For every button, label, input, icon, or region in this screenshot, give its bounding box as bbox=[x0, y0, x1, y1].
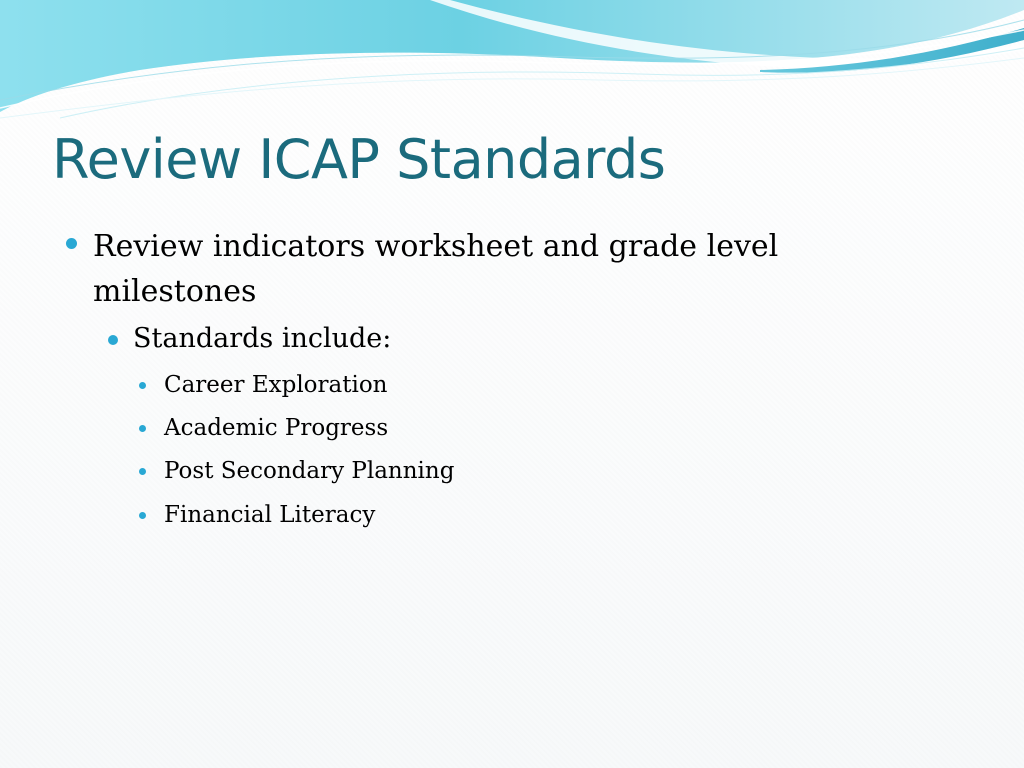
bullet-icon bbox=[139, 425, 146, 432]
bullet-text-level3: Career Exploration bbox=[164, 372, 388, 398]
bullet-icon bbox=[139, 468, 146, 475]
bullet-icon bbox=[108, 335, 118, 345]
bullet-text-level3: Post Secondary Planning bbox=[164, 458, 455, 484]
decorative-wave-header bbox=[0, 0, 1024, 130]
bullet-icon bbox=[139, 382, 146, 389]
bullet-text-level3: Academic Progress bbox=[164, 415, 389, 441]
bullet-text-level2: Standards include: bbox=[133, 323, 392, 354]
bullet-icon bbox=[66, 238, 77, 249]
bullet-text-level1: Review indicators worksheet and grade level milestones bbox=[93, 229, 779, 309]
slide-title: Review ICAP Standards bbox=[52, 128, 666, 191]
bullet-icon bbox=[139, 512, 146, 519]
bullet-text-level3: Financial Literacy bbox=[164, 502, 376, 528]
